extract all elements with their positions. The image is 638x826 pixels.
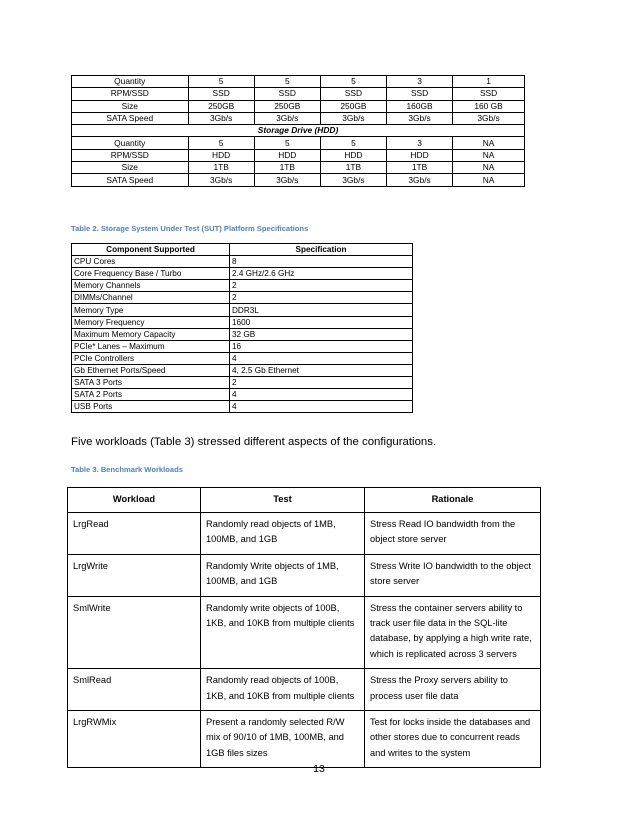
table-row [72,88,525,100]
component-spec: 4, 2.5 Gb Ethernet [230,364,413,376]
table-row [68,669,541,711]
cell-value: 5 [254,76,320,88]
cell-value: 250GB [320,100,386,112]
cell-value: HDD [254,149,320,161]
section-row [72,125,525,137]
table-row [72,256,413,268]
table-row [72,389,413,401]
cell-value: NA [453,149,525,161]
component-spec: 32 GB [230,328,413,340]
row-label: RPM/SSD [72,88,189,100]
workload-test: Randomly Write objects of 1MB, 100MB, and 1GB [201,554,365,596]
header-workload: Workload [68,488,201,513]
cell-value: 5 [254,137,320,149]
component-spec: 1600 [230,316,413,328]
workload-test: Randomly read objects of 100B, 1KB, and 10KB from multiple clients [201,669,365,711]
sut-specifications-table [71,243,413,413]
table-row [68,711,541,768]
table-row [72,162,525,174]
row-label: SATA Speed [72,112,189,124]
component-name: SATA 3 Ports [72,377,230,389]
row-label: Quantity [72,137,189,149]
row-label: SATA Speed [72,174,189,186]
workload-rationale: Test for locks inside the databases and other stores due to concurrent reads and writes to the system [365,711,541,768]
table-row [72,100,525,112]
cell-value: 3Gb/s [254,174,320,186]
cell-value: 1TB [386,162,452,174]
component-name: Memory Type [72,304,230,316]
table-row [72,292,413,304]
cell-value: 250GB [254,100,320,112]
row-label: Size [72,100,189,112]
row-label: RPM/SSD [72,149,189,161]
cell-value: 3Gb/s [386,112,452,124]
component-spec: DDR3L [230,304,413,316]
cell-value: HDD [386,149,452,161]
component-name: Gb Ethernet Ports/Speed [72,364,230,376]
table-3-caption: Table 3. Benchmark Workloads [71,465,183,474]
cell-value: 250GB [188,100,254,112]
body-paragraph: Five workloads (Table 3) stressed different aspects of the configurations. [71,436,437,448]
component-spec: 2 [230,280,413,292]
component-name: USB Ports [72,401,230,413]
cell-value: 5 [320,76,386,88]
component-spec: 4 [230,352,413,364]
cell-value: 5 [188,76,254,88]
component-spec: 4 [230,389,413,401]
header-specification: Specification [230,244,413,256]
table-row [72,328,413,340]
drive-config-table [71,75,525,187]
table-row [68,513,541,555]
table-row [72,280,413,292]
cell-value: 3Gb/s [320,112,386,124]
workload-rationale: Stress Write IO bandwidth to the object store server [365,554,541,596]
table-row [72,304,413,316]
table-row [72,76,525,88]
cell-value: 160GB [386,100,452,112]
table-row [72,137,525,149]
component-name: Maximum Memory Capacity [72,328,230,340]
table-row [72,316,413,328]
table-row [68,596,541,669]
table-header-row [68,488,541,513]
section-label: Storage Drive (HDD) [72,125,525,137]
component-name: Memory Frequency [72,316,230,328]
cell-value: 3Gb/s [188,174,254,186]
workload-name: LrgWrite [68,554,201,596]
component-spec: 16 [230,340,413,352]
cell-value: 1TB [254,162,320,174]
workload-test: Randomly read objects of 1MB, 100MB, and 1GB [201,513,365,555]
workload-name: LrgRWMix [68,711,201,768]
component-name: Memory Channels [72,280,230,292]
benchmark-workloads-table [67,487,541,768]
page-number: 13 [313,763,325,775]
table-row [72,364,413,376]
table-row [72,340,413,352]
cell-value: 3 [386,137,452,149]
component-name: CPU Cores [72,256,230,268]
header-test: Test [201,488,365,513]
component-spec: 4 [230,401,413,413]
table-row [72,268,413,280]
cell-value: SSD [386,88,452,100]
cell-value: 1TB [320,162,386,174]
header-rationale: Rationale [365,488,541,513]
cell-value: 160 GB [453,100,525,112]
workload-rationale: Stress the Proxy servers ability to process user file data [365,669,541,711]
table-row [72,401,413,413]
table-row [72,112,525,124]
table-2-caption: Table 2. Storage System Under Test (SUT) Platform Specifications [71,224,309,233]
component-name: PCIe Controllers [72,352,230,364]
cell-value: HDD [320,149,386,161]
workload-name: SmlRead [68,669,201,711]
component-spec: 2.4 GHz/2.6 GHz [230,268,413,280]
component-spec: 2 [230,292,413,304]
table-row [72,377,413,389]
cell-value: 1TB [188,162,254,174]
cell-value: SSD [188,88,254,100]
table-header-row [72,244,413,256]
cell-value: 3Gb/s [188,112,254,124]
row-label: Quantity [72,76,189,88]
table-row [68,554,541,596]
cell-value: 5 [320,137,386,149]
cell-value: 3Gb/s [453,112,525,124]
cell-value: SSD [254,88,320,100]
cell-value: 3 [386,76,452,88]
component-name: SATA 2 Ports [72,389,230,401]
cell-value: NA [453,162,525,174]
cell-value: NA [453,137,525,149]
workload-name: LrgRead [68,513,201,555]
cell-value: 5 [188,137,254,149]
workload-name: SmlWrite [68,596,201,669]
cell-value: 3Gb/s [320,174,386,186]
workload-test: Randomly write objects of 100B, 1KB, and 10KB from multiple clients [201,596,365,669]
cell-value: SSD [453,88,525,100]
header-component: Component Supported [72,244,230,256]
workload-rationale: Stress the container servers ability to track user file data in the SQL-lite database, by applying a high write rate, which is replicated across 3 servers [365,596,541,669]
table-row [72,174,525,186]
row-label: Size [72,162,189,174]
component-spec: 2 [230,377,413,389]
table-row [72,352,413,364]
cell-value: 3Gb/s [386,174,452,186]
cell-value: 3Gb/s [254,112,320,124]
cell-value: 1 [453,76,525,88]
cell-value: NA [453,174,525,186]
table-row [72,149,525,161]
cell-value: SSD [320,88,386,100]
component-name: PCIe* Lanes – Maximum [72,340,230,352]
component-spec: 8 [230,256,413,268]
workload-rationale: Stress Read IO bandwidth from the object store server [365,513,541,555]
component-name: Core Frequency Base / Turbo [72,268,230,280]
cell-value: HDD [188,149,254,161]
component-name: DIMMs/Channel [72,292,230,304]
workload-test: Present a randomly selected R/W mix of 90/10 of 1MB, 100MB, and 1GB files sizes [201,711,365,768]
